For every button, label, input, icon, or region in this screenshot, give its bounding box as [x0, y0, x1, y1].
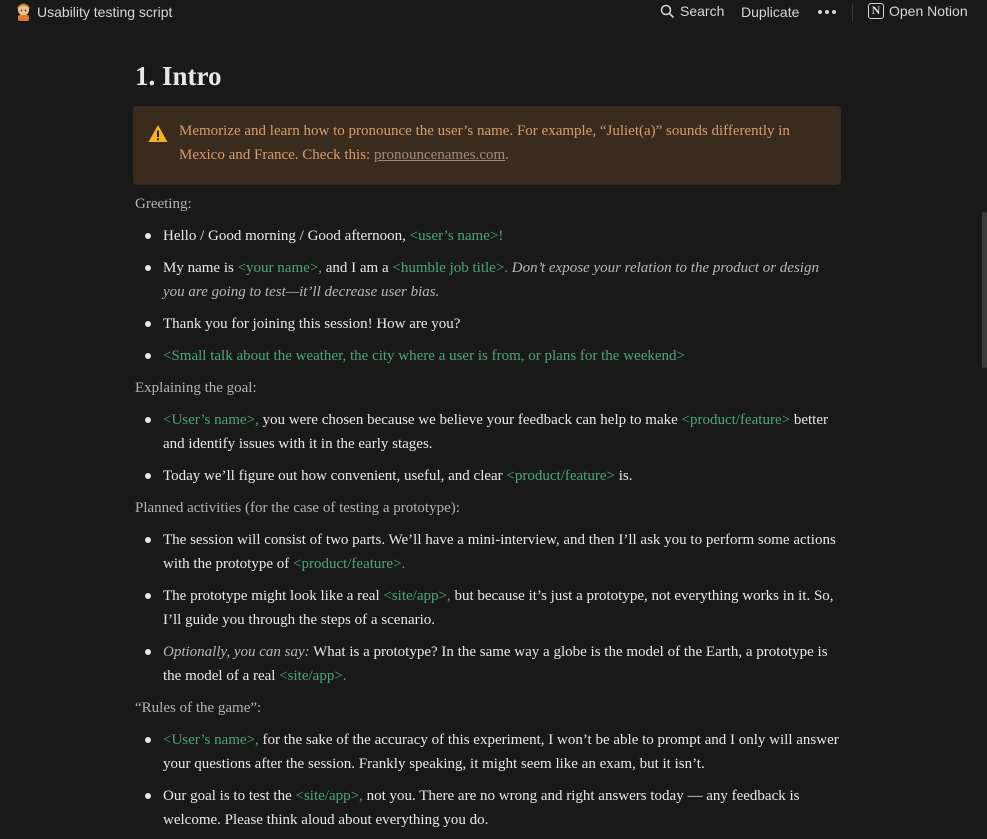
warning-icon — [148, 124, 168, 143]
search-button[interactable] — [660, 3, 724, 19]
list-item: <Small talk about the weather, the city where a user is from, or plans for the weekend> — [163, 348, 685, 364]
search-icon — [660, 4, 674, 18]
list-item: <User’s name>, for the sake of the accuracy of this experiment, I won’t be able to prompt and I only will answer your questions after the session. Frankly speaking, it might seem like an exam, but it isn’t. — [163, 732, 839, 772]
bullet-point — [145, 321, 151, 327]
bullet-point — [145, 473, 151, 479]
list-item: My name is <your name>, and I am a <humble job title>. Don’t expose your relation to the product or design you are going to test—it’ll decrease user bias. — [163, 260, 819, 300]
list-item: The prototype might look like a real <site/app>, but because it’s just a prototype, not everything works in it. So, I’ll guide you through the steps of a scenario. — [163, 588, 834, 628]
pronouncenames-link[interactable]: pronouncenames.com — [373, 147, 506, 163]
warning-callout — [133, 106, 841, 185]
bullet-point — [145, 417, 151, 423]
open-notion-button[interactable] — [868, 3, 968, 19]
more-options-icon[interactable] — [818, 10, 836, 14]
callout-text: Memorize and learn how to pronounce the user’s name. For example, “Juliet(a)” sounds differently in Mexico and France. Check this: pronouncenames.com. — [179, 123, 790, 163]
notion-logo-icon: N — [868, 3, 884, 19]
page-emoji-icon[interactable] — [15, 3, 32, 21]
bullet-point — [145, 265, 151, 271]
goal-label: Explaining the goal: — [135, 380, 257, 396]
list-item: Today we’ll figure out how convenient, useful, and clear <product/feature> is. — [163, 468, 633, 484]
bullet-point — [145, 793, 151, 799]
rules-label: “Rules of the game”: — [135, 700, 262, 716]
list-item: Hello / Good morning / Good afternoon, <user’s name>! — [163, 228, 504, 244]
bullet-point — [145, 737, 151, 743]
topbar-divider — [852, 4, 853, 21]
list-item: Thank you for joining this session! How are you? — [163, 316, 461, 332]
list-item: <User’s name>, you were chosen because we believe your feedback can help to make <product/feature> better and identify issues with it in the early stages. — [163, 412, 828, 452]
bullet-point — [145, 593, 151, 599]
list-item: The session will consist of two parts. We’ll have a mini-interview, and then I’ll ask you to perform some actions with the prototype of <product/feature>. — [163, 532, 836, 572]
search-label: Search — [680, 3, 725, 19]
activities-label: Planned activities (for the case of testing a prototype): — [135, 500, 460, 516]
duplicate-button[interactable]: Duplicate — [741, 4, 800, 20]
greeting-label: Greeting: — [135, 196, 192, 212]
bullet-point — [145, 649, 151, 655]
scrollbar-thumb[interactable] — [982, 212, 987, 368]
bullet-point — [145, 537, 151, 543]
page-title-breadcrumb[interactable]: Usability testing script — [37, 4, 173, 20]
bullet-point — [145, 353, 151, 359]
list-item: Optionally, you can say: What is a prototype? In the same way a globe is the model of the Earth, a prototype is the model of a real <site/app>. — [163, 644, 828, 684]
open-notion-label: Open Notion — [889, 3, 968, 19]
topbar — [0, 0, 987, 25]
list-item: Our goal is to test the <site/app>, not you. There are no wrong and right answers today — any feedback is welcome. Please think aloud about everything you do. — [163, 788, 800, 828]
bullet-point — [145, 233, 151, 239]
section-heading: 1. Intro — [135, 61, 222, 91]
